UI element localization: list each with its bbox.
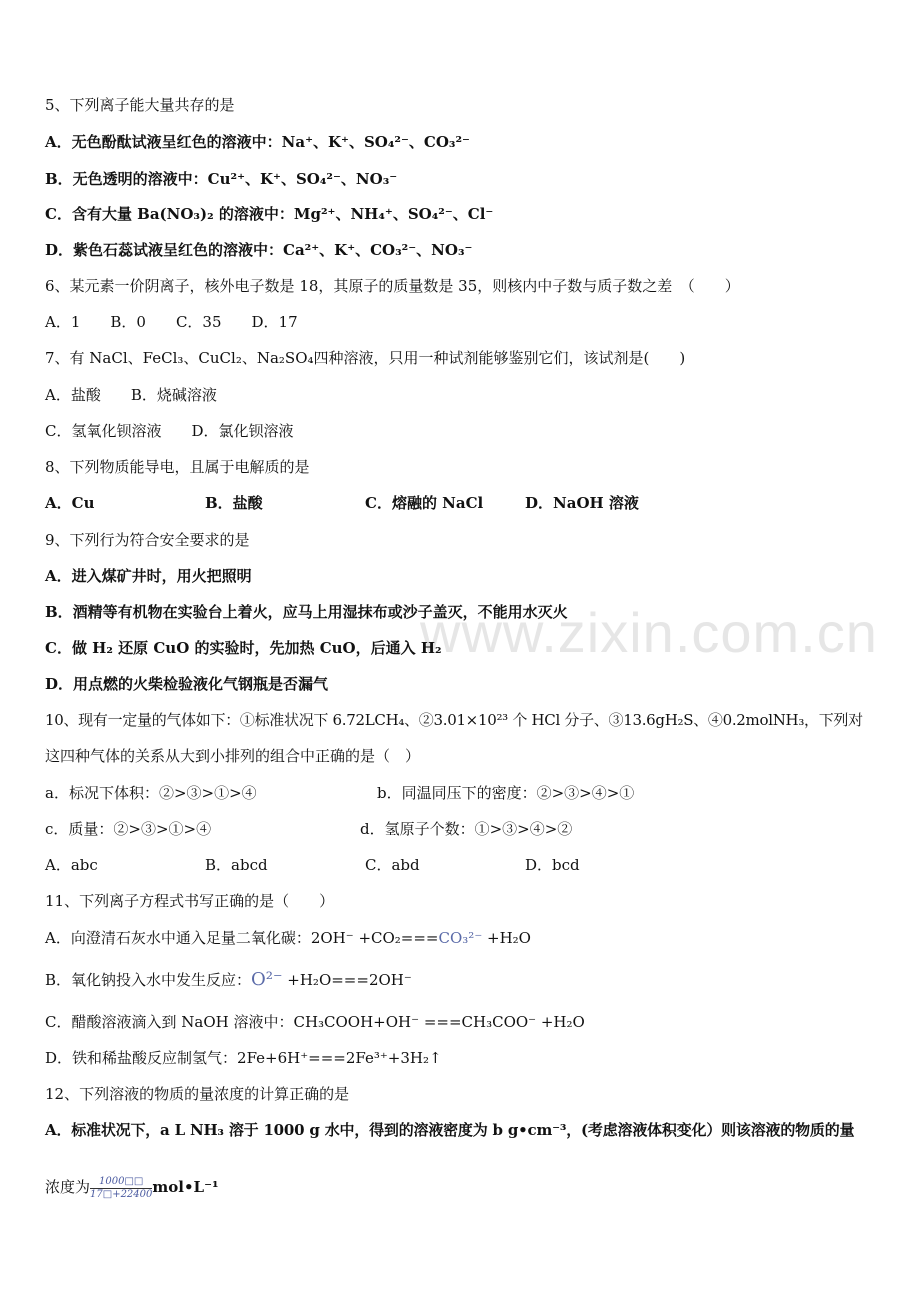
q10-stem-line2: 这四种气体的关系从大到小排列的组合中正确的是（ ） [45, 747, 421, 765]
q8-stem: 8、下列物质能导电，且属于电解质的是 [45, 458, 310, 476]
q9-option-b: B．酒精等有机物在实验台上着火，应马上用湿抹布或沙子盖灭，不能用水灭火 [45, 603, 568, 621]
q8-option-b: B．盐酸 [205, 494, 263, 512]
q12-option-a-line1: A．标准状况下，a L NH₃ 溶于 1000 g 水中，得到的溶液密度为 b g•cm⁻³，(考虑溶液体积变化）则该溶液的物质的量 [45, 1121, 855, 1139]
q10-option-a: A．abc [45, 856, 98, 874]
q5-option-d: D．紫色石蕊试液呈红色的溶液中：Ca²⁺、K⁺、CO₃²⁻、NO₃⁻ [45, 241, 473, 259]
q5-stem: 5、下列离子能大量共存的是 [45, 96, 235, 114]
q7-stem: 7、有 NaCl、FeCl₃、CuCl₂、Na₂SO₄四种溶液，只用一种试剂能够鉴别它们，该试剂是( ) [45, 349, 686, 367]
q11-option-b [45, 971, 412, 989]
q10-stem-line1: 10、现有一定量的气体如下：①标准状况下 6.72LCH₄、②3.01×10²³ 个 HCl 分子、③13.6gH₂S、④0.2molNH₃，下列对 [45, 711, 863, 729]
q12-option-a-line2 [45, 1172, 219, 1202]
q11-option-a [45, 929, 531, 947]
q12-a2-text: 浓度为 [45, 1178, 91, 1196]
carbonate-ion-image: CO₃²⁻ [438, 929, 483, 947]
q10-option-d: D．bcd [525, 856, 580, 874]
q11-stem: 11、下列离子方程式书写正确的是（ ） [45, 892, 335, 910]
q8-option-d: D．NaOH 溶液 [525, 494, 639, 512]
q8-option-c: C．熔融的 NaCl [365, 494, 484, 512]
q11-option-d: D．铁和稀盐酸反应制氢气：2Fe+6H⁺===2Fe³⁺+3H₂↑ [45, 1049, 442, 1067]
q10-statement-d: d．氢原子个数：①>③>④>② [360, 820, 573, 838]
fraction-numerator: 1000□□ [90, 1176, 152, 1189]
q12-unit: mol•L⁻¹ [152, 1178, 219, 1196]
q7-options-ab: A．盐酸 B．烧碱溶液 [45, 386, 217, 404]
q9-stem: 9、下列行为符合安全要求的是 [45, 531, 250, 549]
q6-stem: 6、某元素一价阴离子，核外电子数是 18，其原子的质量数是 35，则核内中子数与质子数之差 （ ） [45, 277, 740, 295]
q11-a-text: A．向澄清石灰水中通入足量二氧化碳：2OH⁻ +CO₂=== [45, 929, 439, 947]
q11-option-c: C．醋酸溶液滴入到 NaOH 溶液中：CH₃COOH+OH⁻ ===CH₃COO⁻ +H₂O [45, 1013, 585, 1031]
q9-option-d: D．用点燃的火柴检验液化气钢瓶是否漏气 [45, 675, 329, 693]
oxide-ion-image: O²⁻ [251, 969, 283, 990]
q7-options-cd: C．氢氧化钡溶液 D．氯化钡溶液 [45, 422, 294, 440]
q11-a-tail: +H₂O [482, 929, 531, 947]
q9-option-a: A．进入煤矿井时，用火把照明 [45, 567, 252, 585]
q9-option-c: C．做 H₂ 还原 CuO 的实验时，先加热 CuO，后通入 H₂ [45, 639, 442, 657]
q10-option-c: C．abd [365, 856, 420, 874]
q11-b-text: B．氧化钠投入水中发生反应： [45, 971, 252, 989]
q12-stem: 12、下列溶液的物质的量浓度的计算正确的是 [45, 1085, 350, 1103]
concentration-fraction [90, 1176, 152, 1201]
q10-option-b: B．abcd [205, 856, 268, 874]
q5-option-c: C．含有大量 Ba(NO₃)₂ 的溶液中：Mg²⁺、NH₄⁺、SO₄²⁻、Cl⁻ [45, 205, 494, 223]
q11-b-tail: +H₂O===2OH⁻ [282, 971, 412, 989]
watermark: www.zixin.com.cn [420, 601, 878, 664]
q10-statement-a: a．标况下体积：②>③>①>④ [45, 784, 257, 802]
fraction-denominator: 17□+22400 [90, 1188, 153, 1200]
q10-statement-b: b．同温同压下的密度：②>③>④>① [377, 784, 635, 802]
q10-statement-c: c．质量：②>③>①>④ [45, 820, 212, 838]
q5-option-a: A．无色酚酞试液呈红色的溶液中：Na⁺、K⁺、SO₄²⁻、CO₃²⁻ [45, 133, 470, 151]
q6-options: A．1 B．0 C．35 D．17 [45, 313, 298, 331]
q5-option-b: B．无色透明的溶液中：Cu²⁺、K⁺、SO₄²⁻、NO₃⁻ [45, 170, 398, 188]
q8-option-a: A．Cu [45, 494, 95, 512]
